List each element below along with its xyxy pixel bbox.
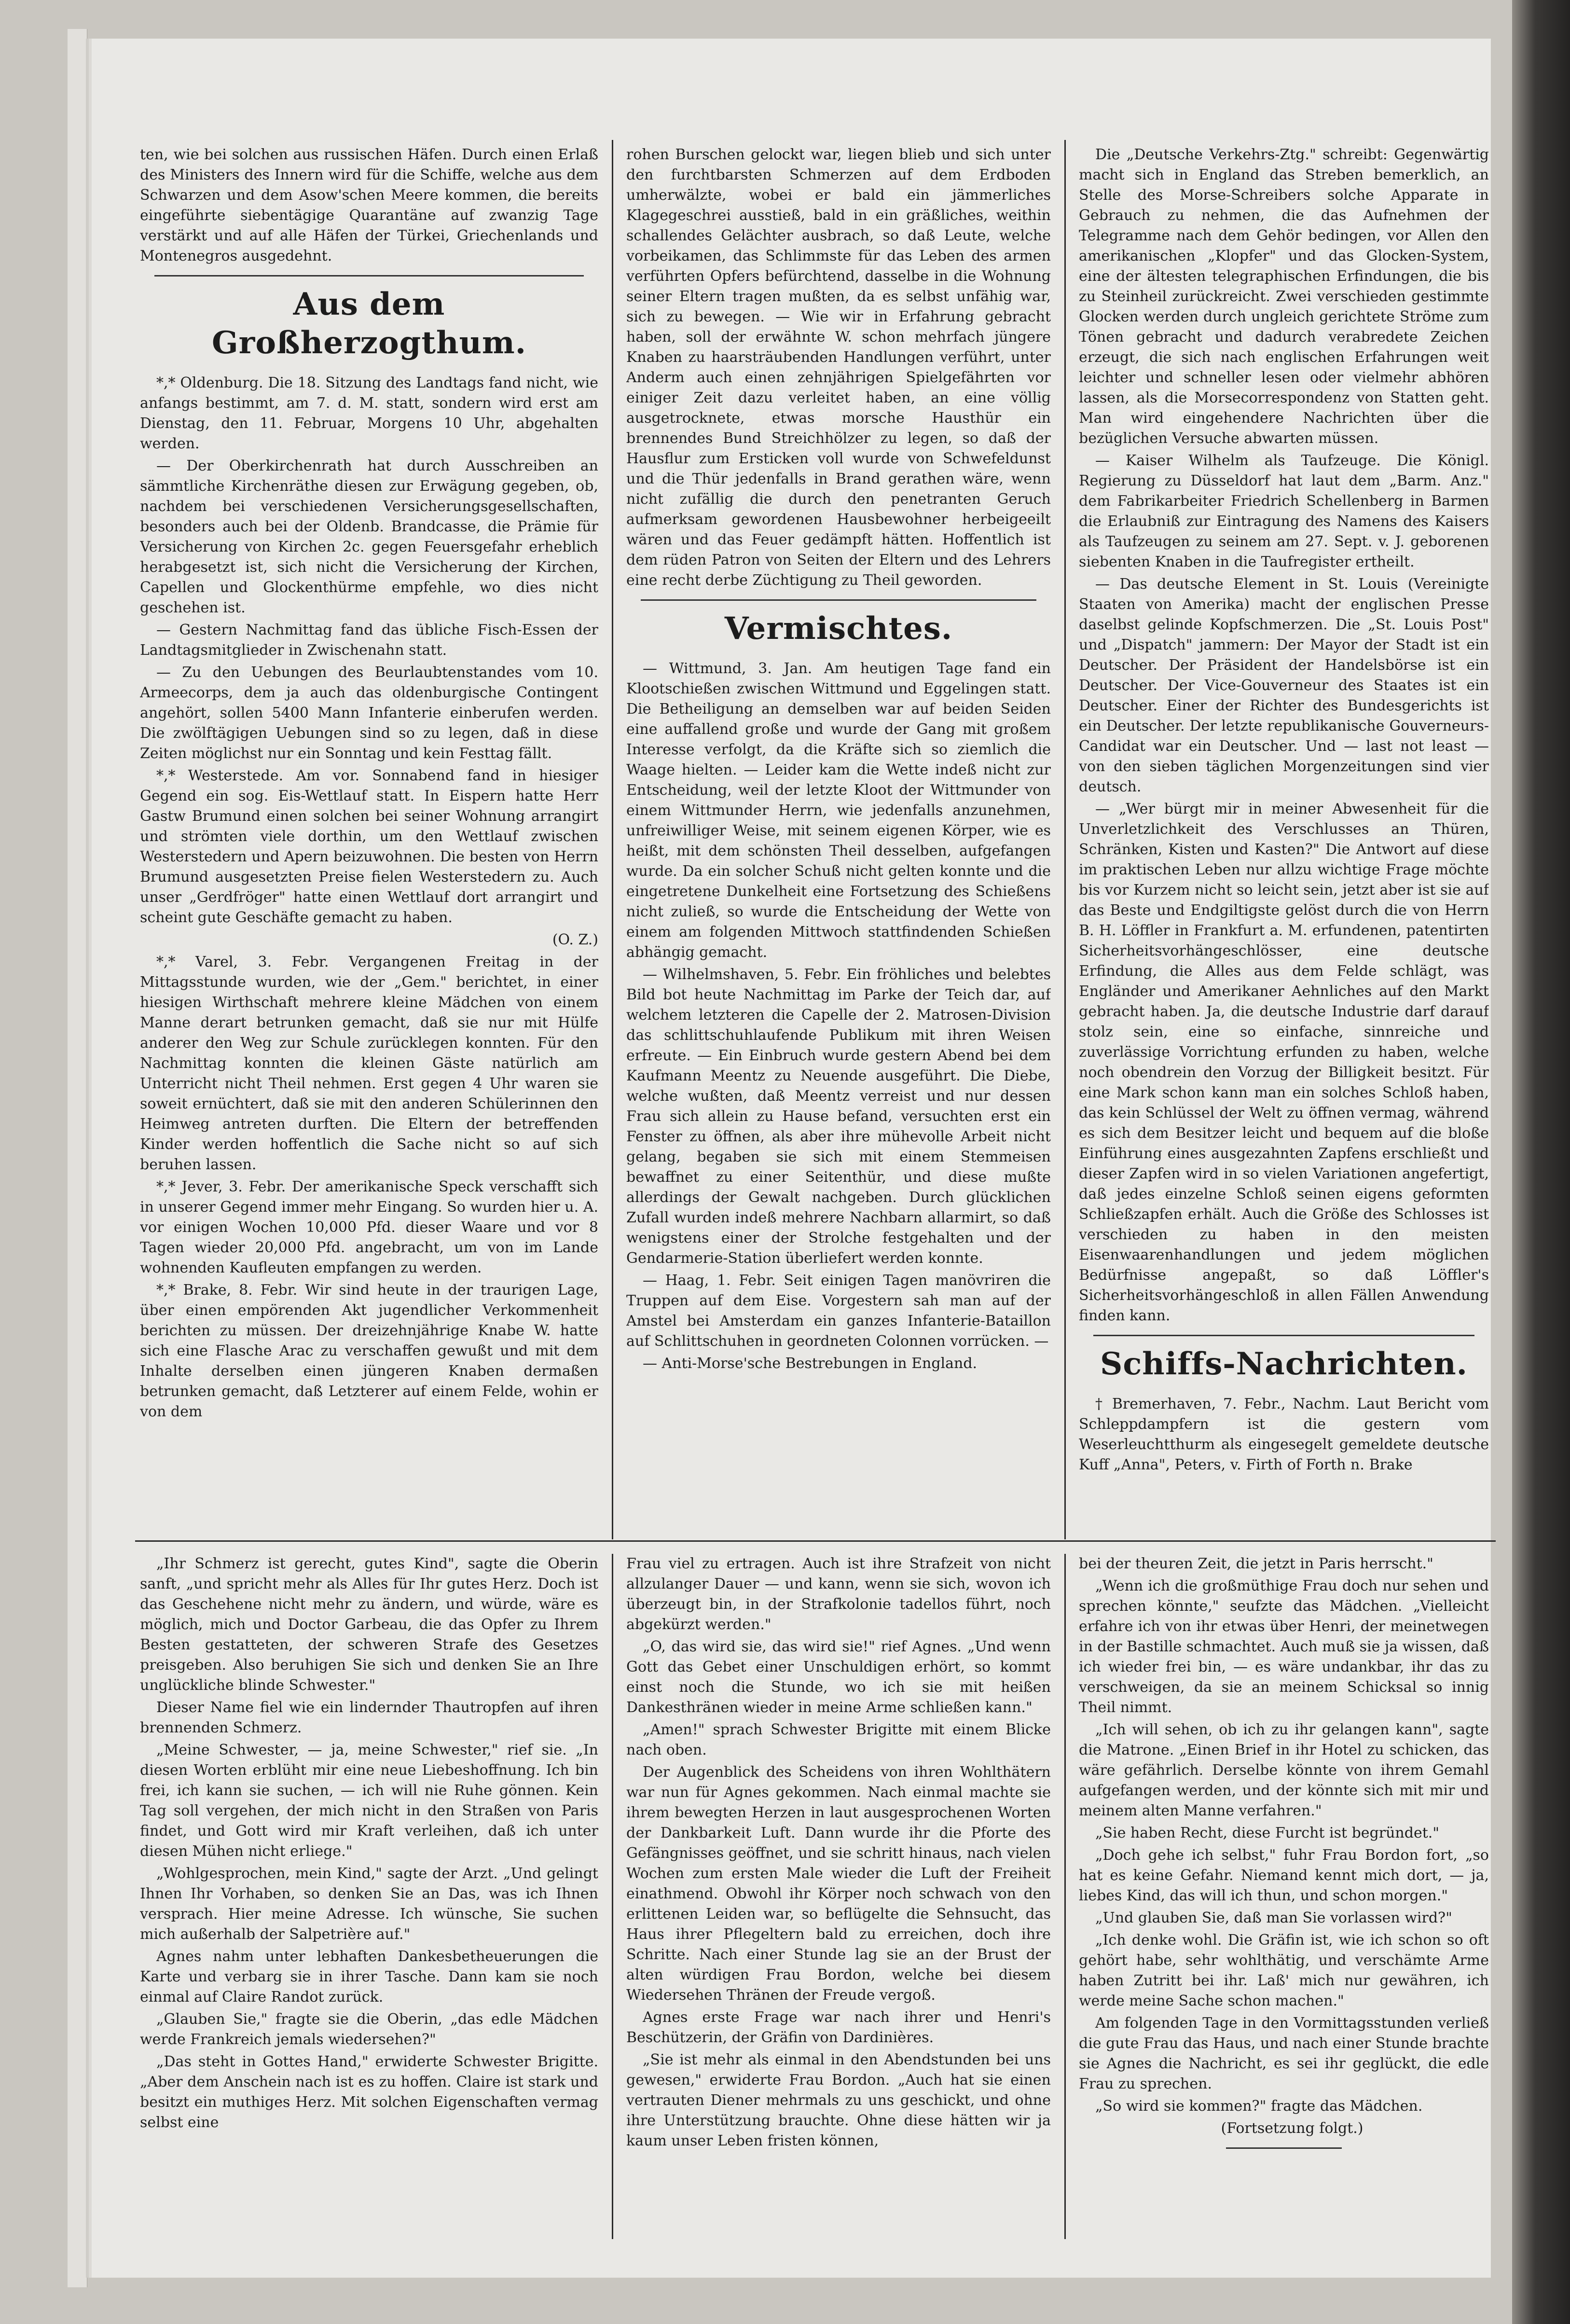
article-bremerhaven: † Bremerhaven, 7. Febr., Nachm. Laut Bericht vom Schleppdampfern ist die gestern vom Weserleuchtthurm als eingesegelt gemeldete deutsche Kuff „Anna", Peters, v. Firth of Forth n. Brake [1079,1396,1489,1473]
article-loeffler: — „Wer bürgt mir in meiner Abwesenheit für die Unverletzlichkeit des Verschlusses an Thüren, Schränken, Kisten und Kasten?" Die Antwort auf diese im praktischen Leben nur allzu wichtige Frage möchte bis vor Kurzem nicht so leicht sein, jetzt aber ist sie auf das Beste und Endgiltigste gelöst durch die von Herrn B. H. Löffler in Frankfurt a. M. erfundenen, patentirten Sicherheitsvorhängeschlösser, eine deutsche Erfindung, die Alles aus dem Felde schlägt, was Engländer und Amerikaner Aehnliches auf den Markt gebracht haben. Ja, die deutsche Industrie darf darauf stolz sein, eine so einfache, sinnreiche und zuverlässige Vorrichtung erfunden zu haben, welche noch obendrein den Vorzug der Billigkeit besitzt. Für eine Mark schon kann man ein solches Schloß haben, das kein Schlüssel der Welt zu öffnen vermag, während es sich dem Besitzer leicht und bequem auf die bloße Einführung eines ausgezahnten Zapfens erschließt und dieser Zapfen wird in so vielen Variationen angefertigt, daß jedes einzelne Schloß seinen eigens geformten Schließzapfen erhält. Auch die Größe des Schlosses ist verschieden zu haben in den meisten Eisenwaarenhandlungen und jedem möglichen Bedürfnisse angepaßt, so daß Löffler's Sicherheitsvorhängeschloß in allen Fällen Anwendung finden kann. [1079,801,1489,1324]
section-rule [641,599,1036,601]
feuilleton-rule [135,1540,1496,1542]
book-spine [1512,0,1570,2324]
continuation-note: (Fortsetzung folgt.) [1221,2120,1363,2137]
feuilleton-column-3 [1079,1554,1489,2239]
article-brake: *,* Brake, 8. Febr. Wir sind heute in der traurigen Lage, über einen empörenden Akt jugendlicher Verkommenheit berichten zu müssen. Der dreizehnjährige Knabe W. hatte sich eine Flasche Arac zu verschaffen gewußt und mit dem Inhalte derselben einen jüngeren Knaben dermaßen betrunken gemacht, daß Letzterer auf einem Felde, wohin er von dem [140,1282,598,1420]
heading-vermischtes: Vermischtes. [724,610,953,647]
column-3 [1079,145,1489,1535]
article-varel: *,* Varel, 3. Febr. Vergangenen Freitag in der Mittagsstunde wurden, wie der „Gem." berichtet, in einer hiesigen Wirthschaft mehrere kleine Mädchen von einem Manne derart betrunken gemacht, daß sie nur mit Hülfe anderer den Weg zur Schule zurücklegen konnten. Für den Nachmittag konnten die kleinen Gäste natürlich am Unterricht nicht Theil nehmen. Erst gegen 4 Uhr waren sie soweit ernüchtert, daß sie mit den anderen Schülerinnen den Heimweg antreten durften. Die Eltern der betreffenden Kinder werden hoffentlich die Sache nicht so auf sich beruhen lassen. [140,954,598,1173]
feuilleton-paragraph: „Glauben Sie," fragte sie die Oberin, „das edle Mädchen werde Frankreich jemals wiedersehen?" [140,2011,598,2048]
feuilleton-paragraph: Agnes erste Frage war nach ihrer und Henri's Beschützerin, der Gräfin von Dardinières. [626,2009,1051,2046]
heading-schiffs-nachrichten: Schiffs-Nachrichten. [1100,1346,1468,1382]
heading-grossherzogthum: Aus dem Großherzogthum. [211,286,527,361]
article-wittmund: — Wittmund, 3. Jan. Am heutigen Tage fand ein Klootschießen zwischen Wittmund und Eggelingen statt. Die Betheiligung an demselben war auf beiden Seiden eine auffallend große und wurde der Gang mit großem Interesse verfolgt, da die Kräfte sich so ziemlich die Waage hielten. — Leider kam die Wette indeß nicht zur Entscheidung, weil der letzte Kloot der Wittmunder von einem Wittmunder Herrn, wie jedenfalls anzunehmen, unfreiwilliger Weise, mit seinem eigenen Körper, wie es heißt, mit dem schönsten Theil desselben, aufgefangen wurde. Da ein solcher Schuß nicht gelten konnte und die eingetretene Dunkelheit eine Fortsetzung des Schießens nicht zuließ, so wurde die Entscheidung der Wette von einem am folgenden Mittwoch stattfindenden Schießen abhängig gemacht. [626,660,1051,961]
col1-intro: ten, wie bei solchen aus russischen Häfen. Durch einen Erlaß des Ministers des Innern wird für die Schiffe, welche aus dem Schwarzen und dem Asow'schen Meere kommen, die bereits eingeführte siebentägige Quarantäne auf zwanzig Tage verstärkt und auf alle Häfen der Türkei, Griechenlands und Montenegros ausgedehnt. [140,146,598,264]
feuilleton-column-rule-1 [612,1554,613,2239]
feuilleton-paragraph: „Wenn ich die großmüthige Frau doch nur sehen und sprechen könnte," seufzte das Mädchen. „Vielleicht erfahre ich von ihr etwas über Henri, der meinetwegen in der Bastille schmachtet. Auch muß sie ja wissen, daß ich wieder frei bin, — es wäre undankbar, ihr das zu verschweigen, da sie an meinem Schicksal so innig Theil nimmt. [1079,1577,1489,1716]
article-westerstede: *,* Westerstede. Am vor. Sonnabend fand in hiesiger Gegend ein sog. Eis-Wettlauf statt. In Eispern hatte Herr Gastw Brumund einen solchen bei seiner Wohnung arrangirt und strömten viele dorthin, um den Wettlauf zwischen Westerstedern und Apern beizuwohnen. Die besten von Herrn Brumund ausgesetzten Preise fielen Westerstedern zu. Auch unser „Gerdfröger" hatte einen Wettlauf dort arrangirt und scheint gute Geschäfte gemacht zu haben. [140,767,598,926]
feuilleton-paragraph: bei der theuren Zeit, die jetzt in Paris herrscht." [1079,1555,1433,1572]
feuilleton-paragraph: „So wird sie kommen?" fragte das Mädchen. [1095,2098,1423,2115]
feuilleton-paragraph: „Meine Schwester, — ja, meine Schwester," rief sie. „In diesen Worten erblüht mir eine neue Liebeshoffnung. Ich bin frei, ich kann sie suchen, — ich will nie Ruhe gönnen. Kein Tag soll vergehen, der mich nicht in den Straßen von Paris findet, und Gott wird mir Kraft verleihen, daß ich unter diesen Mühen nicht erliege." [140,1742,598,1860]
article-anti-morse: — Anti-Morse'sche Bestrebungen in England. [643,1355,978,1372]
feuilleton-paragraph: „Wohlgesprochen, mein Kind," sagte der Arzt. „Und gelingt Ihnen Ihr Vorhaben, so denken Sie an Das, was ich Ihnen versprach. Hier meine Adresse. Ich wünsche, Sie suchen mich außerhalb der Salpetrière auf." [140,1865,598,1943]
article-kaiser-wilhelm: — Kaiser Wilhelm als Taufzeuge. Die Königl. Regierung zu Düsseldorf hat laut dem „Barm. Anz." dem Fabrikarbeiter Friedrich Schellenberg in Barmen die Erlaubniß zur Eintragung des Namens des Kaisers als Taufzeugen zu seinem am 27. Sept. v. J. geborenen siebenten Knaben in die Taufregister ertheilt. [1079,452,1489,570]
feuilleton-paragraph: „Und glauben Sie, daß man Sie vorlassen wird?" [1095,1909,1452,1926]
feuilleton-paragraph: „Ich denke wohl. Die Gräfin ist, wie ich schon so oft gehört habe, sehr wohlthätig, und verschämte Arme haben Zutritt bei ihr. Laß' mich nur gewähren, ich werde meine Sache schon machen." [1079,1932,1489,2009]
column-2 [626,145,1051,1535]
section-rule [1093,1335,1474,1336]
feuilleton-column-rule-2 [1064,1554,1066,2239]
column-rule-2 [1064,140,1066,1539]
article-uebungen: — Zu den Uebungen des Beurlaubtenstandes vom 10. Armeecorps, dem ja auch das oldenburgische Contingent angehört, sollen 5400 Mann Infanterie einberufen werden. Die zwölftägigen Uebungen sind so zu legen, daß in diese Zeiten möglichst nur ein Sonntag und kein Festtag fällt. [140,664,598,762]
feuilleton-paragraph: Dieser Name fiel wie ein lindernder Thautropfen auf ihren brennenden Schmerz. [140,1699,598,1736]
feuilleton-paragraph: „Ihr Schmerz ist gerecht, gutes Kind", sagte die Oberin sanft, „und spricht mehr als Alles für Ihr gutes Herz. Doch ist das Geschehene nicht mehr zu ändern, und würde, wäre es möglich, mich und Doctor Garbeau, die das Opfer zu Ihrem Besten gestatteten, der schweren Strafe des Gesetzes preisgeben. Also beruhigen Sie sich und denken Sie an Ihre unglückliche blinde Schwester." [140,1555,598,1694]
feuilleton-paragraph: „Amen!" sprach Schwester Brigitte mit einem Blicke nach oben. [626,1721,1051,1758]
feuilleton-column-2 [626,1554,1051,2239]
article-oldenburg: *,* Oldenburg. Die 18. Sitzung des Landtags fand nicht, wie anfangs bestimmt, am 7. d. M. statt, sondern wird erst am Dienstag, den 11. Februar, Morgens 10 Uhr, abgehalten werden. [140,374,598,452]
feuilleton-paragraph: „Ich will sehen, ob ich zu ihr gelangen kann", sagte die Matrone. „Einen Brief in ihr Hotel zu schicken, das wäre gefährlich. Derselbe könnte von ihrem Gemahl aufgefangen werden, und der könnte sich mit mir und meinem alten Manne verfahren." [1079,1721,1489,1819]
feuilleton-paragraph: „Doch gehe ich selbst," fuhr Frau Bordon fort, „so hat es keine Gefahr. Niemand kennt mich dort, — ja, liebes Kind, das will ich thun, und schon morgen." [1079,1847,1489,1904]
newspaper-page [92,39,1491,2278]
end-rule [1226,2147,1342,2149]
article-fisch-essen: — Gestern Nachmittag fand das übliche Fisch-Essen der Landtagsmitglieder in Zwischenahn statt. [140,622,598,659]
feuilleton-paragraph: „O, das wird sie, das wird sie!" rief Agnes. „Und wenn Gott das Gebet einer Unschuldigen erhört, so kommt einst noch die Stunde, wo ich sie mit heißen Dankesthränen wieder in meine Arme schließen kann." [626,1638,1051,1716]
article-wilhelmshaven: — Wilhelmshaven, 5. Febr. Ein fröhliches und belebtes Bild bot heute Nachmittag im Parke der Teich dar, auf welchem letzteren die Capelle der 2. Matrosen-Division das schlittschuhlaufende Publikum mit ihren Weisen erfreute. — Ein Einbruch wurde gestern Abend bei dem Kaufmann Meentz zu Neuende ausgeführt. Die Diebe, welche wußten, daß Meentz verreist und nur dessen Frau sich allein zu Hause befand, versuchten erst ein Fenster zu öffnen, als aber ihre mühevolle Arbeit nicht gelang, begaben sie sich mit einem Stemmeisen bewaffnet zu einer Seitenthür, und diese mußte allerdings der Gewalt nachgeben. Durch glücklichen Zufall wurden indeß mehrere Nachbarn allarmirt, so daß wenigstens einer der Strolche festgehalten und der Gendarmerie-Station überliefert werden konnte. [626,966,1051,1267]
col2-intro: rohen Burschen gelockt war, liegen blieb und sich unter den furchtbarsten Schmerzen auf dem Erdboden umherwälzte, wobei er bald ein jämmerliches Klagegeschrei ausstieß, bald in ein gräßliches, weithin schallendes Gelächter ausbrach, so daß Leute, welche vorbeikamen, das Schlimmste für das Leben des armen verführten Opfers befürchtend, dasselbe in die Wohnung seiner Eltern tragen mußten, da es selbst unfähig war, sich zu bewegen. — Wie wir in Erfahrung gebracht haben, soll der erwähnte W. schon mehrfach jüngere Knaben zu haarsträubenden Handlungen verführt, unter Anderm auch einen zehnjährigen Spielgefährten vor einiger Zeit dazu verleitet haben, an eine völlig ausgetrocknete, etwas morsche Hausthür ein brennendes Bund Streichhölzer zu legen, so daß der Hausflur zum Ersticken voll wurde von Schwefeldunst und die Thür jedenfalls in Brand gerathen wäre, wenn nicht zufällig die durch den penetranten Geruch aufmerksam gewordenen Hausbewohner herbeigeeilt wären und das Feuer gedämpft hätten. Hoffentlich ist dem rüden Patron von Seiten der Eltern und des Lehrers eine recht derbe Züchtigung zu Theil geworden. [626,146,1051,589]
article-oberkirchenrath: — Der Oberkirchenrath hat durch Ausschreiben an sämmtliche Kirchenräthe diesen zur Erwägung gegeben, ob, nachdem bei verschiedenen Versicherungsgesellschaften, besonders auch bei der Oldenb. Brandcasse, die Prämie für Versicherung von Kirchen 2c. gegen Feuersgefahr erheblich herabgesetzt ist, sich nicht die Versicherung der Kirchen, Capellen und Glockenthürme empfehle, wo dies nicht geschehen ist. [140,457,598,616]
feuilleton-paragraph: Frau viel zu ertragen. Auch ist ihre Strafzeit von nicht allzulanger Dauer — und kann, wenn sie sich, wovon ich überzeugt bin, in der Strafkolonie tadellos führt, noch abgekürzt werden." [626,1555,1051,1633]
feuilleton-paragraph: Agnes nahm unter lebhaften Dankesbetheuerungen die Karte und verbarg sie in ihrer Tasche. Dann kam sie noch einmal auf Claire Randot zurück. [140,1948,598,2006]
feuilleton-column-1 [140,1554,598,2239]
article-haag: — Haag, 1. Febr. Seit einigen Tagen manövriren die Truppen auf dem Eise. Vorgestern sah man auf der Amstel bei Amsterdam ein ganzes Infanterie-Bataillon auf Schlittschuhen in geordneten Colonnen vorrücken. — [626,1272,1051,1350]
feuilleton-paragraph: „Das steht in Gottes Hand," erwiderte Schwester Brigitte. „Aber dem Anschein nach ist es zu hoffen. Claire ist stark und besitzt ein muthiges Herz. Mit solchen Eigenschaften vermag selbst eine [140,2053,598,2131]
article-westerstede-source: (O. Z.) [552,931,598,948]
page-edges [68,29,87,2287]
feuilleton-paragraph: Am folgenden Tage in den Vormittagsstunden verließ die gute Frau das Haus, und nach einer Stunde brachte sie Agnes die Nachricht, es sei ihr geglückt, die edle Frau zu sprechen. [1079,2015,1489,2092]
feuilleton-paragraph: „Sie ist mehr als einmal in den Abendstunden bei uns gewesen," erwiderte Frau Bordon. „Auch hat sie einen vertrauten Diener mehrmals zu uns geschickt, und ohne ihre Unterstützung brauchte. Ohne diese hätten wir ja kaum unser Leben fristen können, [626,2051,1051,2149]
column-rule-1 [612,140,613,1539]
feuilleton-paragraph: Der Augenblick des Scheidens von ihren Wohlthätern war nun für Agnes gekommen. Nach einmal machte sie ihrem bewegten Herzen in laut ausgesprochenen Worten der Dankbarkeit Luft. Dann wurde ihr die Pforte des Gefängnisses geöffnet, und sie schritt hinaus, nach vielen Wochen zum ersten Male wieder die Luft der Freiheit einathmend. Obwohl ihr Körper noch schwach von den erlittenen Leiden war, so beflügelte die Sehnsucht, das Haus ihrer Pflegeltern bald zu erreichen, doch ihre Schritte. Nach einer Stunde lag sie an der Brust der alten würdigen Frau Bordon, welche bei diesem Wiedersehen Thränen der Freude vergoß. [626,1764,1051,2004]
article-verkehrs-ztg: Die „Deutsche Verkehrs-Ztg." schreibt: Gegenwärtig macht sich in England das Streben bemerklich, an Stelle des Morse-Schreibers solche Apparate in Gebrauch zu nehmen, die das Aufnehmen der Telegramme nach dem Gehör bedingen, vor Allen den amerikanischen „Klopfer" und das Glocken-System, eine der ältesten telegraphischen Erfindungen, die bis zu Steinheil zurückreicht. Zwei verschieden gestimmte Glocken werden durch ungleich gerichtete Ströme zum Tönen gebracht und dadurch verabredete Zeichen erzeugt, die sich nach englischen Erfahrungen weit leichter und schneller lesen oder vielmehr abhören lassen, als die Morsecorrespondenz von Statten geht. Man wird eingehendere Nachrichten über die bezüglichen Versuche abwarten müssen. [1079,146,1489,447]
article-jever: *,* Jever, 3. Febr. Der amerikanische Speck verschafft sich in unserer Gegend immer mehr Eingang. So wurden hier u. A. vor einigen Wochen 10,000 Pfd. dieser Waare und vor 8 Tagen wieder 20,000 Pfd. angebracht, um von im Lande wohnenden Kaufleuten empfangen zu werden. [140,1178,598,1276]
article-st-louis: — Das deutsche Element in St. Louis (Vereinigte Staaten von Amerika) macht der englischen Presse daselbst gelinde Kopfschmerzen. Die „St. Louis Post" und „Dispatch" jammern: Der Mayor der Stadt ist ein Deutscher. Der Präsident der Handelsbörse ist ein Deutscher. Der Vice-Gouverneur des Staates ist ein Deutscher. Einer der Richter des Bundesgerichts ist ein Deutscher. Der letzte republikanische Gouverneurs-Candidat war ein Deutscher. Und — last not least — von den sieben täglichen Morgenzeitungen sind vier deutsch. [1079,576,1489,795]
section-rule [154,275,584,277]
feuilleton-paragraph: „Sie haben Recht, diese Furcht ist begründet." [1095,1825,1440,1841]
column-1 [140,145,598,1535]
